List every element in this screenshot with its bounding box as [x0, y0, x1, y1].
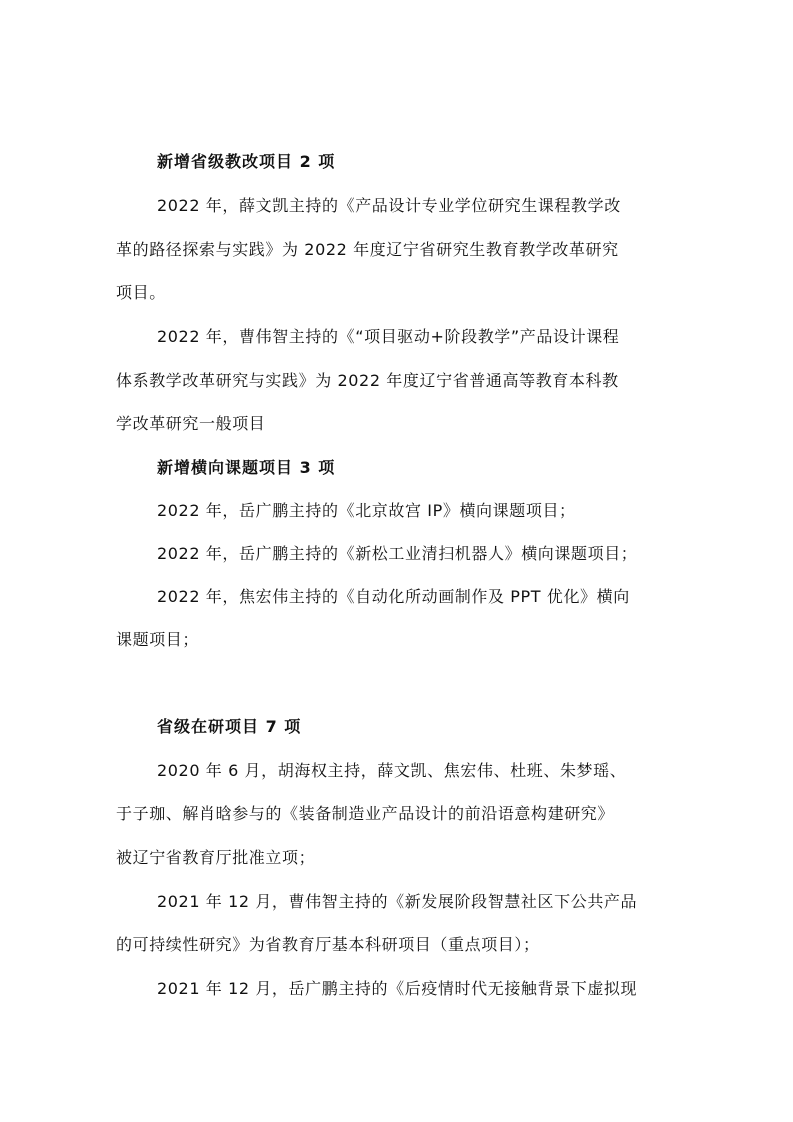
list-item: 课题项目； — [116, 630, 200, 649]
paragraph-line: 革的路径探索与实践》为 2022 年度辽宁省研究生教育教学改革研究 — [116, 240, 619, 259]
paragraph-line: 于子珈、解肖晗参与的《装备制造业产品设计的前沿语意构建研究》 — [116, 804, 615, 823]
section-heading-provincial-ongoing: 省级在研项目 7 项 — [157, 717, 302, 736]
list-item: 2022 年，岳广鹏主持的《北京故宫 IP》横向课题项目； — [157, 501, 576, 520]
paragraph-line: 2020 年 6 月，胡海权主持，薛文凯、焦宏伟、杜班、朱梦瑶、 — [157, 761, 627, 780]
paragraph-line: 的可持续性研究》为省教育厅基本科研项目（重点项目）； — [116, 935, 540, 954]
section-heading-provincial-reform: 新增省级教改项目 2 项 — [157, 152, 336, 171]
list-item: 2022 年，焦宏伟主持的《自动化所动画制作及 PPT 优化》横向 — [157, 587, 630, 606]
paragraph-line: 被辽宁省教育厅批准立项； — [116, 848, 316, 867]
paragraph-line: 体系教学改革研究与实践》为 2022 年度辽宁省普通高等教育本科教 — [116, 371, 619, 390]
paragraph-line: 2022 年，薛文凯主持的《产品设计专业学位研究生课程教学改 — [157, 196, 621, 215]
paragraph-line: 项目。 — [116, 283, 166, 302]
paragraph-line: 学改革研究一般项目 — [116, 414, 266, 433]
paragraph-line: 2021 年 12 月，岳广鹏主持的《后疫情时代无接触背景下虚拟现 — [157, 979, 638, 998]
list-item: 2022 年，岳广鹏主持的《新松工业清扫机器人》横向课题项目； — [157, 544, 638, 563]
paragraph-line: 2021 年 12 月，曹伟智主持的《新发展阶段智慧社区下公共产品 — [157, 892, 638, 911]
section-heading-horizontal-projects: 新增横向课题项目 3 项 — [157, 458, 336, 477]
paragraph-line: 2022 年，曹伟智主持的《“项目驱动+阶段教学”产品设计课程 — [157, 327, 620, 346]
